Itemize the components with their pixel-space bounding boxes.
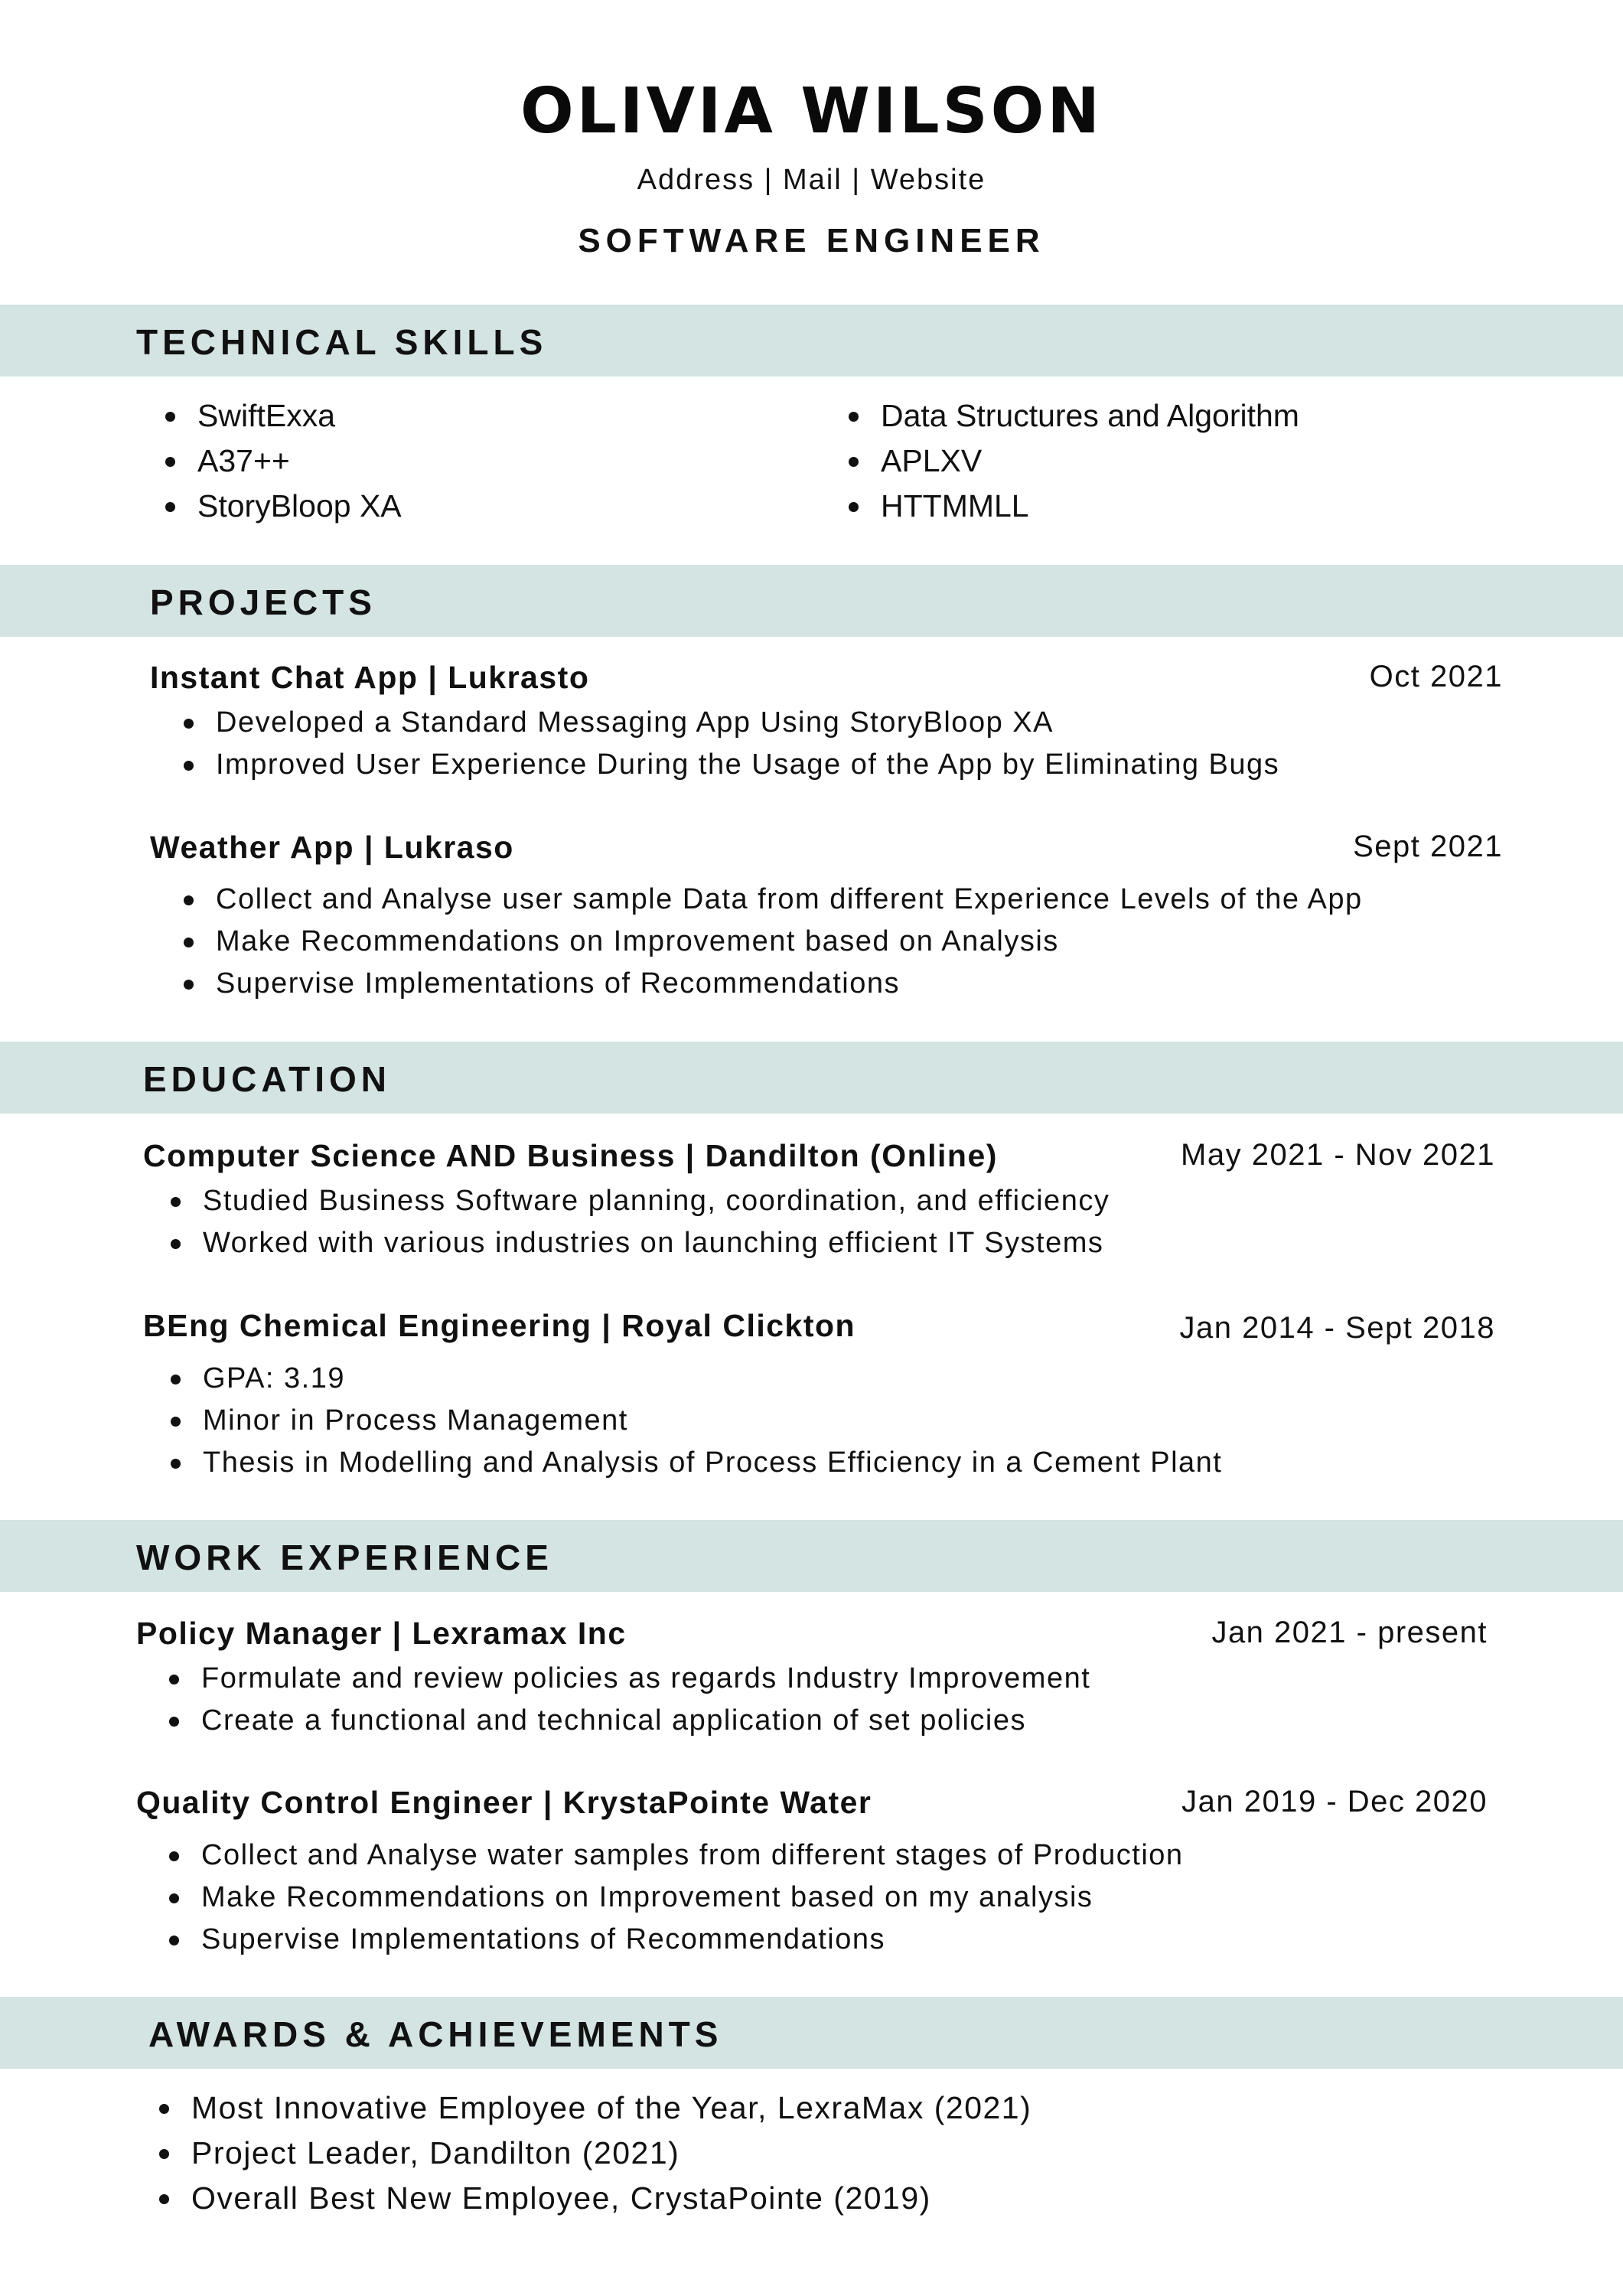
skill-item: SwiftExxa (197, 393, 402, 439)
awards-list (191, 2086, 1031, 2221)
section-header-education (0, 1042, 1623, 1114)
section-title: TECHNICAL SKILLS (136, 322, 548, 362)
education-date: Jan 2014 - Sept 2018 (1179, 1311, 1495, 1345)
job-title: SOFTWARE ENGINEER (578, 222, 1045, 259)
education-bullets (203, 1358, 1222, 1484)
list-item: GPA: 3.19 (203, 1358, 1222, 1400)
section-header-work-experience (0, 1520, 1623, 1592)
job-bullets (201, 1835, 1184, 1961)
list-item: Make Recommendations on Improvement based on my analysis (201, 1877, 1184, 1919)
candidate-name: OLIVIA WILSON (520, 75, 1103, 148)
education-title: Computer Science AND Business | Dandilton (Online) (143, 1138, 998, 1173)
job-date: Jan 2021 - present (1211, 1616, 1488, 1649)
project-title: Weather App | Lukraso (150, 830, 514, 865)
skills-list-right (881, 393, 1299, 529)
list-item: Most Innovative Employee of the Year, LexraMax (2021) (191, 2086, 1031, 2131)
job-title-line: Quality Control Engineer | KrystaPointe Water (136, 1785, 872, 1820)
list-item: Create a functional and technical application of set policies (201, 1700, 1090, 1742)
project-bullets (216, 879, 1363, 1005)
project-bullets (216, 702, 1279, 786)
job-date: Jan 2019 - Dec 2020 (1181, 1785, 1488, 1818)
section-title: WORK EXPERIENCE (136, 1538, 553, 1577)
list-item: Improved User Experience During the Usage of the App by Eliminating Bugs (216, 744, 1279, 786)
section-title: EDUCATION (143, 1059, 392, 1099)
section-header-technical-skills (0, 305, 1623, 377)
project-date: Sept 2021 (1353, 830, 1503, 863)
list-item: Studied Business Software planning, coordination, and efficiency (203, 1180, 1110, 1222)
skill-item: StoryBloop XA (197, 484, 402, 529)
list-item: Minor in Process Management (203, 1400, 1222, 1442)
skill-item: Data Structures and Algorithm (881, 393, 1299, 439)
skill-item: APLXV (881, 439, 1299, 484)
section-title: AWARDS & ACHIEVEMENTS (148, 2014, 723, 2054)
project-date: Oct 2021 (1369, 660, 1503, 693)
list-item: Developed a Standard Messaging App Using StoryBloop XA (216, 702, 1279, 744)
list-item: Make Recommendations on Improvement based on Analysis (216, 921, 1363, 963)
education-date: May 2021 - Nov 2021 (1181, 1138, 1495, 1172)
section-header-projects (0, 565, 1623, 637)
education-title: BEng Chemical Engineering | Royal Clickton (143, 1308, 856, 1343)
list-item: Thesis in Modelling and Analysis of Process Efficiency in a Cement Plant (203, 1442, 1222, 1484)
list-item: Worked with various industries on launching efficient IT Systems (203, 1222, 1110, 1264)
education-bullets (203, 1180, 1110, 1264)
job-bullets (201, 1658, 1090, 1742)
list-item: Overall Best New Employee, CrystaPointe (2019) (191, 2176, 1031, 2221)
list-item: Collect and Analyse water samples from different stages of Production (201, 1835, 1184, 1877)
skill-item: HTTMMLL (881, 484, 1299, 529)
list-item: Formulate and review policies as regards Industry Improvement (201, 1658, 1090, 1700)
skill-item: A37++ (197, 439, 402, 484)
list-item: Supervise Implementations of Recommendations (201, 1919, 1184, 1961)
list-item: Collect and Analyse user sample Data from different Experience Levels of the App (216, 879, 1363, 921)
contact-line: Address | Mail | Website (637, 164, 986, 196)
skills-list-left (197, 393, 402, 529)
job-title-line: Policy Manager | Lexramax Inc (136, 1616, 627, 1651)
section-title: PROJECTS (150, 582, 376, 622)
list-item: Supervise Implementations of Recommendations (216, 963, 1363, 1005)
section-header-awards (0, 1997, 1623, 2069)
list-item: Project Leader, Dandilton (2021) (191, 2131, 1031, 2176)
project-title: Instant Chat App | Lukrasto (150, 660, 590, 695)
